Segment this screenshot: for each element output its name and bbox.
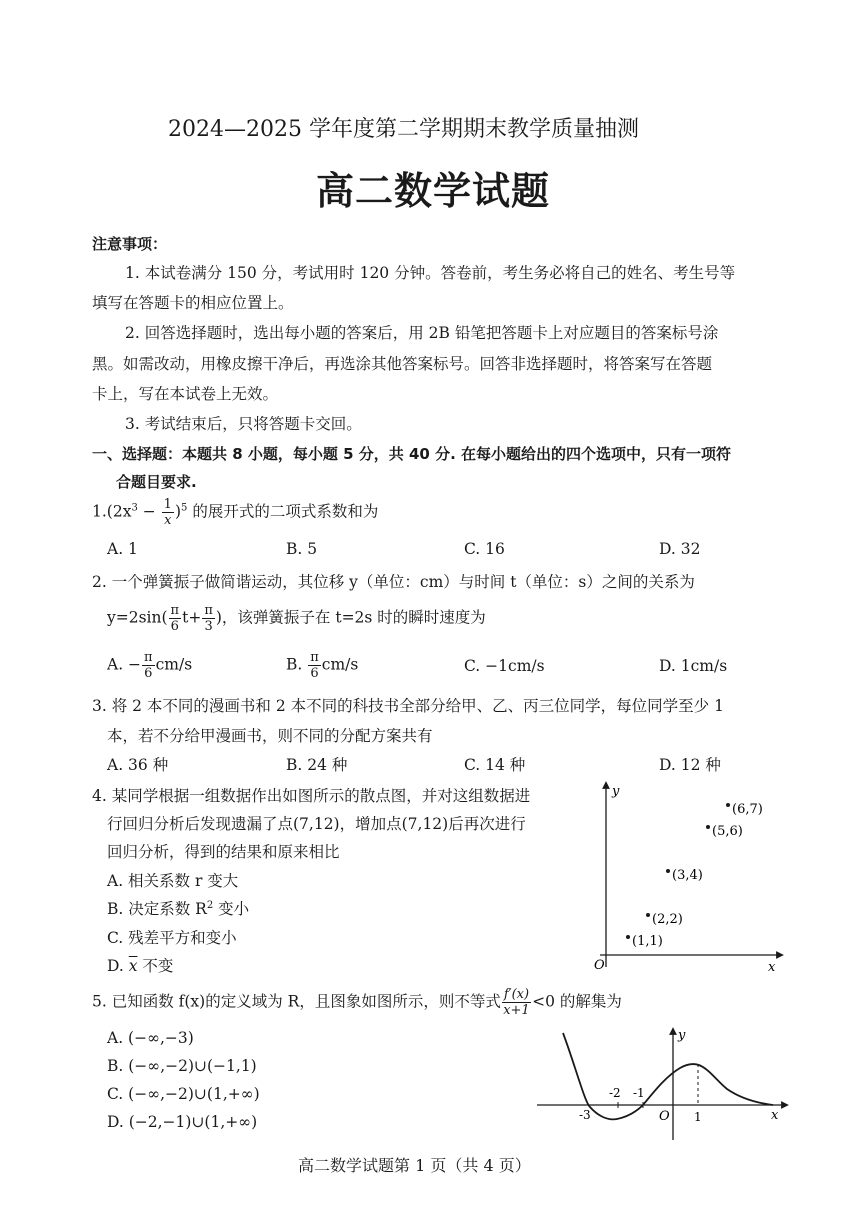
unit-text: cm/s <box>155 655 193 674</box>
fraction-numerator: 1 <box>163 497 172 512</box>
fraction-denominator: x+1 <box>503 1003 530 1018</box>
option-text: 变小 <box>213 900 250 918</box>
fraction-denominator: 3 <box>204 619 213 634</box>
question-number: 1. <box>92 502 107 521</box>
scatter-points <box>626 802 763 949</box>
scatter-point-label: (2,2) <box>652 912 683 927</box>
q5-option-c[interactable]: C. (−∞,−2)∪(1,+∞) <box>107 1085 260 1103</box>
q1-option-d[interactable]: D. 32 <box>659 540 701 558</box>
scatter-point <box>626 935 630 939</box>
question-2-line1: 2. 一个弹簧振子做简谐运动，其位移 y（单位：cm）与时间 t（单位：s）之间的关系为 <box>92 573 695 591</box>
option-text: 不变 <box>137 957 174 975</box>
exam-title: 高二数学试题 <box>316 169 551 213</box>
scatter-plot-figure <box>590 775 790 975</box>
expr-close: ) <box>174 502 182 521</box>
section-heading-line1: 一、选择题：本题共 8 小题，每小题 5 分，共 40 分. 在每小题给出的四个选项中，只有一项符 <box>92 445 732 463</box>
origin-label: O <box>594 958 605 973</box>
expr-part: (2x <box>106 502 132 521</box>
y-axis-label: y <box>612 784 620 799</box>
q3-option-a[interactable]: A. 36 种 <box>107 756 169 774</box>
q2-option-a[interactable] <box>107 651 192 680</box>
option-label: B. <box>286 655 308 674</box>
notice-item3: 3. 考试结束后，只将答题卡交回。 <box>125 415 362 433</box>
fraction-denominator: x <box>164 513 172 528</box>
exponent: 3 <box>131 502 138 514</box>
q3-option-d[interactable]: D. 12 种 <box>659 756 721 774</box>
fraction <box>169 604 182 633</box>
question-3-line2: 本，若不分给甲漫画书，则不同的分配方案共有 <box>107 727 433 745</box>
scatter-point <box>706 825 710 829</box>
option-text: B. 决定系数 R <box>107 900 207 918</box>
q2-option-c[interactable]: C. −1cm/s <box>464 657 545 675</box>
tick-label: 1 <box>694 1110 702 1124</box>
unit-text: cm/s <box>321 655 359 674</box>
x-axis-label: x <box>768 960 776 975</box>
q4-option-d[interactable] <box>107 954 173 976</box>
q5-option-a[interactable]: A. (−∞,−3) <box>107 1029 194 1047</box>
function-curve <box>563 1033 773 1119</box>
fraction-numerator: π <box>170 603 180 618</box>
q3-option-c[interactable]: C. 14 种 <box>464 756 526 774</box>
exponent: 2 <box>206 899 214 911</box>
notice-item2-line1: 2. 回答选择题时，选出每小题的答案后，用 2B 铅笔把答题卡上对应题目的答案标号涂 <box>125 324 719 342</box>
notice-item2-line2: 黑。如需改动，用橡皮擦干净后，再选涂其他答案标号。回答非选择题时，将答案写在答题 <box>92 355 713 373</box>
y-axis-label: y <box>678 1028 686 1043</box>
expr-part: t+ <box>182 608 202 627</box>
page-footer: 高二数学试题第 1 页（共 4 页） <box>298 1156 531 1175</box>
tick-label: -3 <box>579 1108 591 1122</box>
minus-sign: − <box>137 502 161 521</box>
fraction <box>142 651 155 680</box>
expr-part: y=2sin( <box>107 608 168 627</box>
function-graph-figure <box>535 1025 795 1145</box>
fraction <box>202 604 215 633</box>
tick-label: -2 <box>609 1086 621 1100</box>
tick-label: -1 <box>633 1086 645 1100</box>
scatter-point-label: (6,7) <box>732 802 763 817</box>
notice-item2-line3: 卡上，写在本试卷上无效。 <box>92 385 279 403</box>
question-5-stem <box>92 988 622 1017</box>
scatter-point-label: (5,6) <box>712 824 743 839</box>
option-label: A. − <box>107 655 142 674</box>
q1-option-c[interactable]: C. 16 <box>464 540 505 558</box>
notice-item1-line2: 填写在答题卡的相应位置上。 <box>92 294 294 312</box>
question-4-line3: 回归分析，得到的结果和原来相比 <box>107 843 340 861</box>
question-text: 5. 已知函数 f(x)的定义域为 R，且图象如图所示，则不等式 <box>92 992 501 1011</box>
fraction-numerator: f′(x) <box>503 987 530 1002</box>
notice-item1-line1: 1. 本试卷满分 150 分，考试用时 120 分钟。答卷前，考生务必将自己的姓名、考生号等 <box>125 264 736 282</box>
option-label: D. <box>107 957 129 975</box>
fraction <box>162 498 174 527</box>
question-4-line2: 行回归分析后发现遗漏了点(7,12)，增加点(7,12)后再次进行 <box>107 815 526 833</box>
fraction <box>308 651 321 680</box>
x-axis-label: x <box>771 1108 779 1123</box>
q4-option-a[interactable]: A. 相关系数 r 变大 <box>107 872 239 890</box>
origin-label: O <box>659 1109 670 1124</box>
q4-option-c[interactable]: C. 残差平方和变小 <box>107 929 237 947</box>
scatter-point <box>646 913 650 917</box>
scatter-point <box>666 869 670 873</box>
question-1-stem <box>92 498 378 527</box>
q4-option-b[interactable] <box>107 897 249 919</box>
fraction-denominator: 6 <box>144 666 153 681</box>
q2-option-b[interactable] <box>286 651 358 680</box>
fraction-numerator: π <box>310 650 319 665</box>
q1-option-b[interactable]: B. 5 <box>286 540 318 558</box>
notice-heading: 注意事项： <box>92 235 168 253</box>
question-text: 的展开式的二项式系数和为 <box>187 502 379 521</box>
q5-option-b[interactable]: B. (−∞,−2)∪(−1,1) <box>107 1057 257 1075</box>
question-text: )，该弹簧振子在 t=2s 时的瞬时速度为 <box>215 608 486 627</box>
q2-option-d[interactable]: D. 1cm/s <box>659 657 728 675</box>
exam-subtitle: 2024—2025 学年度第二学期期末教学质量抽测 <box>168 117 639 142</box>
q3-option-b[interactable]: B. 24 种 <box>286 756 348 774</box>
question-text: <0 的解集为 <box>532 992 622 1011</box>
q5-option-d[interactable]: D. (−2,−1)∪(1,+∞) <box>107 1113 258 1131</box>
scatter-point <box>726 803 730 807</box>
section-heading-line2: 合题目要求. <box>116 473 197 491</box>
question-2-line2 <box>107 604 486 633</box>
exponent: 5 <box>181 502 188 514</box>
fraction-numerator: π <box>144 650 153 665</box>
x-bar-symbol: $\overline{x}$ <box>128 957 138 975</box>
question-4-line1: 4. 某同学根据一组数据作出如图所示的散点图，并对这组数据进 <box>92 787 531 805</box>
fraction-numerator: π <box>204 603 213 618</box>
fraction <box>502 988 531 1017</box>
question-3-line1: 3. 将 2 本不同的漫画书和 2 本不同的科技书全部分给甲、乙、丙三位同学，每位同学至少 1 <box>92 697 724 715</box>
scatter-point-label: (3,4) <box>672 868 703 883</box>
fraction-denominator: 6 <box>170 619 179 634</box>
fraction-denominator: 6 <box>310 666 319 681</box>
scatter-point-label: (1,1) <box>632 934 663 949</box>
q1-option-a[interactable]: A. 1 <box>107 540 138 558</box>
